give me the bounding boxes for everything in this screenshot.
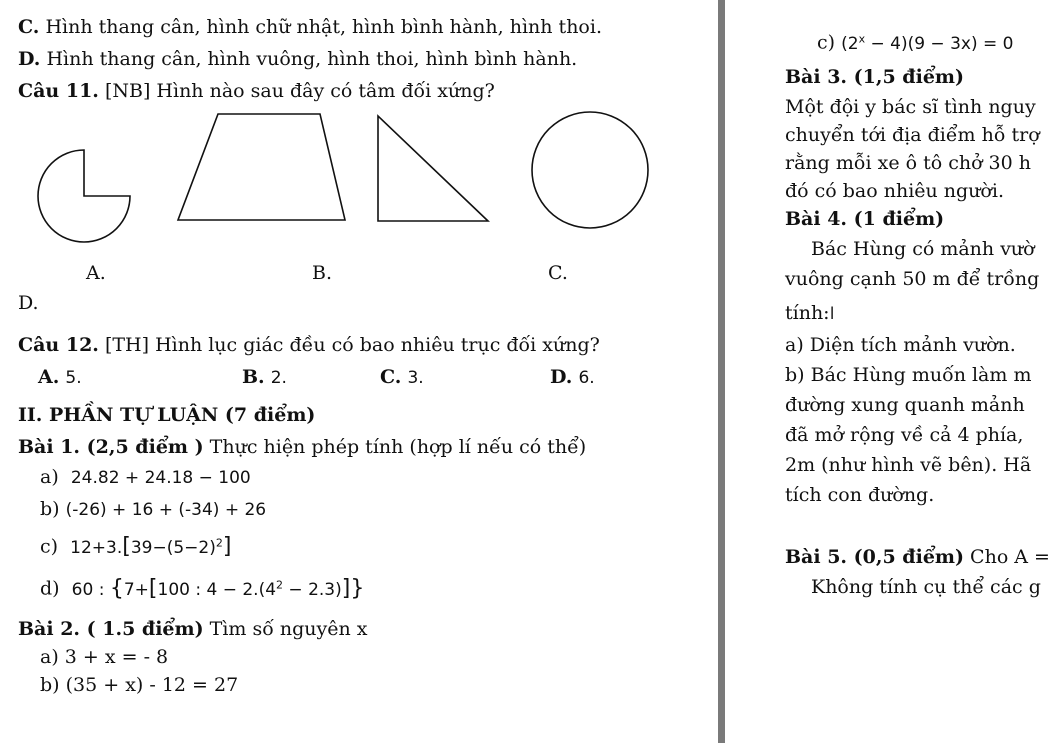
bai-4-b-line-5: tích con đường. bbox=[785, 484, 935, 506]
q12-option-b: B. 2. bbox=[242, 366, 287, 388]
shape-label-a: A. bbox=[86, 262, 106, 284]
option-d-line: D. Hình thang cân, hình vuông, hình thoi, hình bình hành. bbox=[18, 48, 578, 70]
column-divider bbox=[718, 0, 725, 743]
shape-label-b: B. bbox=[312, 262, 333, 284]
bai-2-b: b) (35 + x) - 12 = 27 bbox=[40, 674, 239, 696]
q12-option-a: A. 5. bbox=[38, 366, 82, 388]
bai-3-line-2: chuyển tới địa điểm hỗ trợ bbox=[785, 124, 1040, 146]
bai-4-heading: Bài 4. (1 điểm) bbox=[785, 208, 945, 230]
bai-2-a: a) 3 + x = - 8 bbox=[40, 646, 169, 668]
bai-4-b-line-4: 2m (như hình vẽ bên). Hã bbox=[785, 454, 1032, 476]
bai-4-b-line-3: đã mở rộng về cả 4 phía, bbox=[785, 424, 1024, 446]
bai-1-d: d) 60 : {7+[100 : $4 - 2.(4^2 - 2.3)$]} bbox=[40, 575, 365, 601]
bai-4-b-line-2: đường xung quanh mảnh bbox=[785, 394, 1025, 416]
bai-5-heading: Bài 5. (0,5 điểm) Cho A = bbox=[785, 546, 1050, 568]
text-cursor-icon: I bbox=[829, 304, 835, 324]
shape-label-d: D. bbox=[18, 292, 39, 314]
right-column bbox=[725, 0, 1050, 743]
q12-option-c: C. 3. bbox=[380, 366, 424, 388]
question-12: Câu 12. [TH] Hình lục giác đều có bao nhiêu trục đối xứng? bbox=[18, 334, 600, 356]
bai-1-b: b) (-26) + 16 + (-34) + 26 bbox=[40, 498, 267, 520]
bai-4-line-3: tính:I bbox=[785, 302, 835, 324]
bai-2-heading: Bài 2. ( 1.5 điểm) Tìm số nguyên x bbox=[18, 618, 368, 640]
bai-5-line: Không tính cụ thể các g bbox=[811, 576, 1041, 598]
bai-3-heading: Bài 3. (1,5 điểm) bbox=[785, 66, 964, 88]
bai-4-line-2: vuông cạnh 50 m để trồng bbox=[785, 268, 1040, 290]
q12-option-d: D. 6. bbox=[550, 366, 595, 388]
bai-1-c: c) $12+3.[39-(5-2)^2]$ bbox=[40, 533, 232, 559]
bai-4-b-line-1: b) Bác Hùng muốn làm m bbox=[785, 364, 1032, 386]
three-quarter-circle-shape bbox=[38, 150, 130, 242]
bai-4-a: a) Diện tích mảnh vườn. bbox=[785, 334, 1016, 356]
bai-3-line-4: đó có bao nhiêu người. bbox=[785, 180, 1004, 202]
question-11: Câu 11. [NB] Hình nào sau đây có tâm đối xứng? bbox=[18, 80, 495, 102]
equation-c: c) $(2^x - 4)(9 - 3x) = 0$ bbox=[817, 31, 1014, 54]
bai-1-a: a) 24.82 + 24.18 − 100 bbox=[40, 466, 251, 488]
section-2-heading: II. PHẦN TỰ LUẬN (7 điểm) bbox=[18, 404, 316, 426]
q11-shapes bbox=[0, 0, 718, 300]
circle-shape bbox=[532, 112, 648, 228]
bai-3-line-1: Một đội y bác sĩ tình nguy bbox=[785, 96, 1036, 118]
shape-label-c: C. bbox=[548, 262, 568, 284]
triangle-shape bbox=[378, 116, 488, 221]
bai-1-heading: Bài 1. (2,5 điểm ) Thực hiện phép tính (hợp lí nếu có thể) bbox=[18, 436, 587, 458]
bai-3-line-3: rằng mỗi xe ô tô chở 30 h bbox=[785, 152, 1032, 174]
bai-4-line-1: Bác Hùng có mảnh vườ bbox=[811, 238, 1035, 260]
option-c-line: C. Hình thang cân, hình chữ nhật, hình bình hành, hình thoi. bbox=[18, 16, 602, 38]
trapezoid-shape bbox=[178, 114, 345, 220]
